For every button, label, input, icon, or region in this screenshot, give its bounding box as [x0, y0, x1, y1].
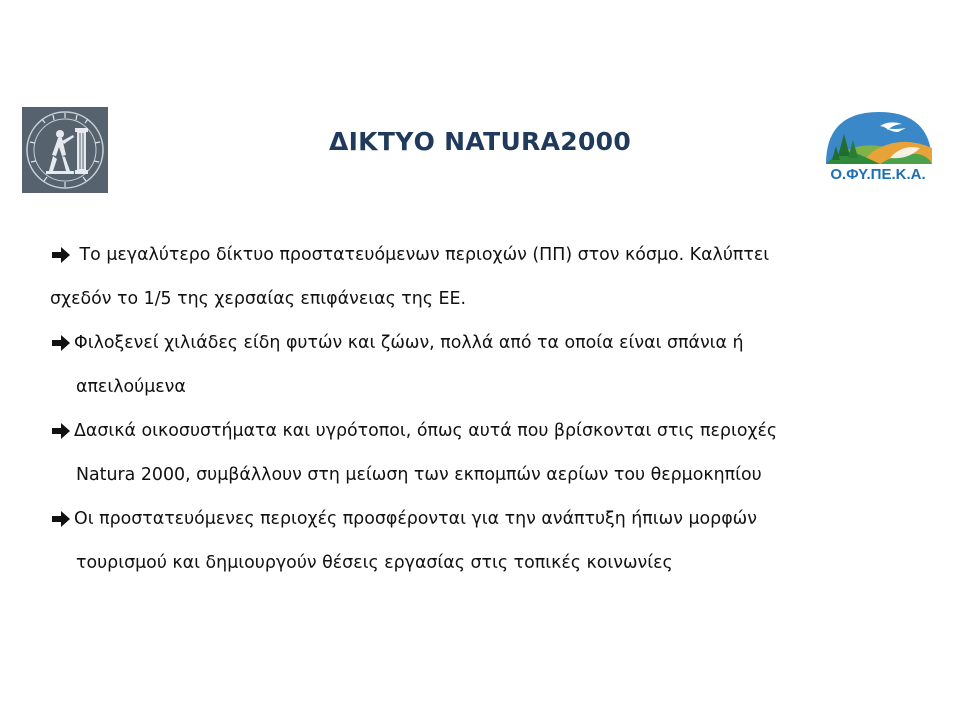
bullet-text-line: τουρισμού και δημιουργούν θέσεις εργασίας στις τοπικές κοινωνίες — [76, 553, 673, 573]
bullet-item — [52, 321, 922, 409]
arrow-right-icon — [52, 321, 74, 351]
bullet-text-line: σχεδόν το 1/5 της χερσαίας επιφάνειας της ΕΕ. — [50, 289, 467, 309]
bullet-text-line: Το μεγαλύτερο δίκτυο προστατευόμενων περιοχών (ΠΠ) στον κόσμο. Καλύπτει — [74, 245, 770, 265]
bullet-text-line: Δασικά οικοσυστήματα και υγρότοποι, όπως αυτά που βρίσκονται στις περιοχές — [74, 421, 778, 441]
bullet-item — [52, 233, 922, 321]
arrow-right-icon — [52, 233, 74, 263]
bullet-text-line: απειλούμενα — [76, 377, 186, 397]
bullet-item — [52, 497, 922, 585]
bullet-list — [52, 233, 922, 585]
arrow-right-icon — [52, 409, 74, 439]
bullet-item — [52, 409, 922, 497]
ofypeka-logo-text: Ο.ΦΥ.ΠΕ.Κ.Α. — [830, 166, 926, 183]
bullet-text-line: Natura 2000, συμβάλλουν στη μείωση των εκπομπών αερίων του θερμοκηπίου — [76, 465, 762, 485]
slide-title: ΔΙΚΤΥΟ NATURA2000 — [328, 127, 632, 156]
bullet-text-line: Οι προστατευόμενες περιοχές προσφέρονται για την ανάπτυξη ήπιων μορφών — [74, 509, 757, 529]
bullet-text-line: Φιλοξενεί χιλιάδες είδη φυτών και ζώων, πολλά από τα οποία είναι σπάνια ή — [74, 333, 744, 353]
arrow-right-icon — [52, 497, 74, 527]
